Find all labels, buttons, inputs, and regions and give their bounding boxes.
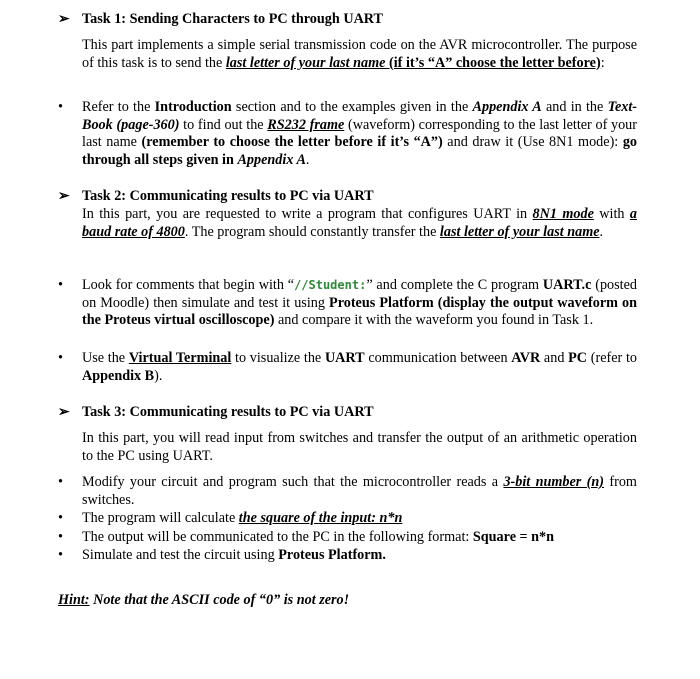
bold-text: Proteus Platform.: [278, 547, 386, 563]
bold-text: (remember to choose the letter before if it’s “A”): [141, 134, 443, 151]
task2-heading-text: Task 2: Communicating results to PC via UART: [82, 188, 374, 204]
text: and draw it (Use 8N1 mode):: [442, 134, 623, 151]
task3-heading: [58, 404, 374, 422]
text: . The program should constantly transfer the: [184, 223, 440, 240]
bullet-dot-icon: •: [58, 277, 63, 293]
task1-heading: [58, 11, 383, 29]
task2-bullet-1: [58, 277, 637, 330]
bullet-dot-icon: •: [58, 510, 63, 526]
arrow-bullet-icon: ➢: [58, 404, 70, 420]
text: This part implements a simple serial transmission code on the AVR microcontroller. The purpose of this task is to send the: [82, 37, 637, 71]
bold-italic-text: Text-Book (page-360): [82, 99, 638, 133]
bold-italic-text: 8N1 mode: [532, 206, 594, 222]
hint-label: Hint:: [58, 592, 90, 608]
text: Modify your circuit and program such that the microcontroller reads a: [82, 474, 504, 490]
hint-text: Note that the ASCII code of “0” is not zero!: [89, 592, 350, 608]
text: (posted on Moodle) then simulate and test it using: [82, 277, 637, 311]
text: to visualize the: [231, 350, 325, 366]
bold-text: Proteus Platform (display the output waveform on the Proteus virtual oscilloscope): [82, 294, 637, 329]
bullet-dot-icon: •: [58, 474, 63, 490]
text: Look for comments that begin with “: [82, 277, 295, 293]
bold-text: UART: [324, 350, 365, 366]
text: .: [599, 223, 604, 240]
bullet-dot-icon: •: [58, 529, 63, 545]
text: and in the: [541, 99, 608, 115]
bold-italic-text: the square of the input: n*n: [238, 510, 403, 526]
text: and: [540, 350, 569, 366]
text: (refer to: [587, 350, 637, 366]
bold-text: AVR: [511, 350, 541, 366]
text: communication between: [364, 350, 512, 366]
arrow-bullet-icon: ➢: [58, 188, 70, 204]
bold-text: PC: [568, 350, 588, 366]
text: :: [600, 54, 605, 71]
task3-bullet-3: [58, 529, 637, 547]
task1-paragraph: [82, 37, 637, 72]
bold-italic-text: Appendix A: [472, 99, 542, 115]
bold-text: Introduction: [154, 99, 232, 115]
task1-bullet: [58, 99, 637, 169]
bold-italic-text: Appendix A: [237, 151, 306, 168]
text: Use the: [82, 350, 129, 366]
text: The program will calculate: [82, 510, 239, 526]
text: Simulate and test the circuit using: [82, 547, 279, 563]
task3-bullet-4: [58, 547, 637, 565]
bold-italic-text: 3-bit number (n): [503, 474, 605, 490]
text: with: [593, 206, 630, 222]
text: ” and complete the C program: [366, 277, 543, 293]
task2-paragraph: [82, 206, 637, 241]
text: section and to the examples given in the: [231, 99, 473, 115]
emphasis-last-letter: last letter of your last name: [225, 54, 386, 71]
task1-heading-text: Task 1: Sending Characters to PC through UART: [82, 11, 384, 27]
bold-italic-text: last letter of your last name: [439, 223, 600, 240]
bullet-dot-icon: •: [58, 350, 63, 366]
bold-underline-text: Virtual Terminal: [128, 350, 232, 366]
emphasis-letter-before: (if it’s “A” choose the letter before): [385, 54, 601, 71]
task3-heading-text: Task 3: Communicating results to PC via UART: [82, 404, 374, 420]
task3-paragraph: [82, 430, 637, 465]
code-comment: //Student:: [294, 278, 367, 292]
text: .: [305, 151, 310, 168]
text: from switches.: [82, 474, 637, 508]
bullet-dot-icon: •: [58, 99, 63, 115]
arrow-bullet-icon: ➢: [58, 11, 70, 27]
text: In this part, you are requested to write a program that configures UART in: [82, 206, 533, 222]
text: (waveform) corresponding to the last letter of your last name: [82, 116, 637, 151]
task2-bullet-2: [58, 350, 637, 385]
task2-heading: [58, 188, 374, 206]
text: ).: [154, 367, 163, 384]
task3-bullet-2: [58, 510, 637, 528]
bold-italic-text: a baud rate of 4800: [82, 206, 637, 240]
text: and compare it with the waveform you found in Task 1.: [274, 312, 594, 329]
text: to find out the: [179, 116, 268, 133]
text: In this part, you will read input from switches and transfer the output of an arithmetic operation to the PC using UART.: [82, 430, 637, 464]
text: Refer to the: [82, 99, 155, 115]
bullet-dot-icon: •: [58, 547, 63, 563]
bold-text: Square = n*n: [472, 529, 555, 545]
bold-text: Appendix B: [82, 367, 155, 384]
task3-bullet-1: [58, 474, 637, 509]
hint-note: [58, 592, 349, 610]
bold-italic-text: RS232 frame: [267, 116, 345, 133]
text: The output will be communicated to the PC in the following format:: [82, 529, 473, 545]
bold-text: UART.c: [542, 277, 592, 293]
bold-text: go through all steps given in: [82, 134, 637, 168]
